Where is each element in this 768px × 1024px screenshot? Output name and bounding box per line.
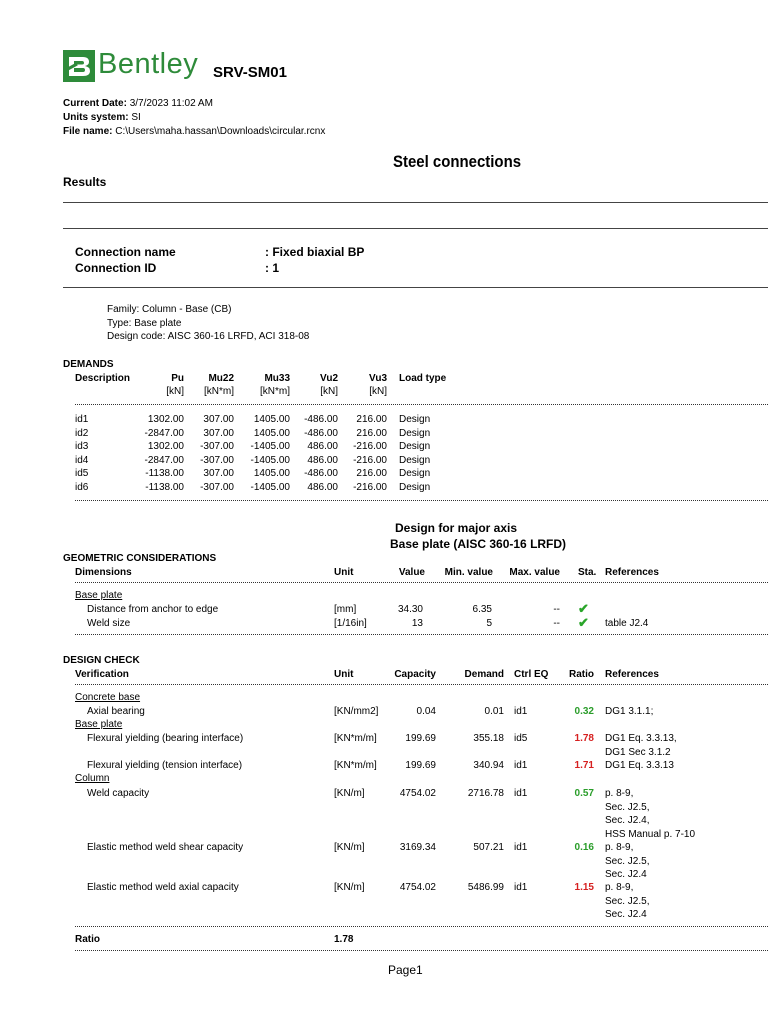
row-value: -307.00 — [200, 481, 234, 493]
row-value: -307.00 — [200, 454, 234, 466]
verification-ctrl-eq: id1 — [514, 706, 528, 717]
row-value: 216.00 — [356, 468, 387, 479]
row-loadtype: Design — [399, 481, 431, 493]
check-value: 34.30 — [397, 604, 423, 615]
row-loadtype: Design — [399, 441, 431, 452]
row-value: -1405.00 — [250, 481, 290, 493]
col-header: Mu22 — [208, 373, 234, 384]
connection-name-value: : Fixed biaxial BP — [265, 245, 365, 259]
row-value: 216.00 — [356, 427, 387, 439]
verification-ctrl-eq: id1 — [514, 842, 528, 853]
verification-reference: Sec. J2.4 — [605, 909, 647, 920]
row-loadtype: Design — [399, 414, 431, 425]
verification-ratio: 1.15 — [574, 882, 594, 893]
verification-unit: [KN/m] — [334, 882, 365, 893]
col-header: Load type — [399, 373, 447, 384]
verification-reference: HSS Manual p. 7-10 — [605, 828, 696, 840]
col-header: Dimensions — [75, 567, 132, 578]
row-value: -1405.00 — [250, 454, 290, 466]
file-name: File name: C:\Users\maha.hassan\Downloads\circular.rcnx — [63, 126, 326, 137]
group-label: Concrete base — [75, 692, 141, 703]
verification-reference: Sec. J2.5, — [605, 855, 650, 867]
connection-id-label: Connection ID — [75, 261, 157, 275]
row-value: 1405.00 — [253, 427, 290, 439]
row-value: 486.00 — [307, 481, 338, 493]
row-value: -307.00 — [200, 441, 234, 452]
divider — [75, 684, 768, 685]
page-number: Page1 — [388, 963, 423, 977]
col-header: Unit — [334, 567, 354, 578]
col-header: Sta. — [578, 567, 597, 578]
col-unit: [kN*m] — [260, 386, 290, 397]
row-value: -486.00 — [304, 427, 338, 439]
model-name: SRV-SM01 — [213, 64, 287, 81]
check-name: Distance from anchor to edge — [87, 604, 219, 615]
verification-ctrl-eq: id1 — [514, 760, 528, 771]
divider — [75, 500, 768, 501]
group-label: Column — [75, 773, 110, 784]
divider — [75, 950, 768, 951]
divider — [63, 202, 768, 203]
verification-reference: Sec. J2.5, — [605, 801, 650, 813]
verification-capacity: 199.69 — [405, 760, 436, 771]
verification-reference: Sec. J2.5, — [605, 895, 650, 907]
col-header: Value — [398, 567, 425, 578]
row-value: -216.00 — [353, 481, 387, 493]
row-value: 486.00 — [307, 441, 338, 452]
verification-reference: Sec. J2.4, — [605, 815, 650, 826]
geometric-title: GEOMETRIC CONSIDERATIONS — [63, 553, 217, 564]
col-unit: [kN] — [369, 386, 387, 397]
ratio-label: Ratio — [75, 934, 100, 945]
verification-reference: DG1 3.1.1; — [605, 706, 654, 717]
units-system: Units system: SI — [63, 112, 141, 123]
row-value: -216.00 — [353, 441, 387, 452]
geometric-group: Base plate — [75, 590, 123, 601]
row-value: 1405.00 — [253, 468, 290, 479]
verification-capacity: 3169.34 — [399, 842, 436, 853]
row-value: 1302.00 — [147, 441, 184, 452]
verification-demand: 2716.78 — [467, 788, 504, 799]
row-value: -216.00 — [353, 454, 387, 466]
row-value: 1302.00 — [147, 414, 184, 425]
verification-unit: [KN/mm2] — [334, 706, 379, 717]
design-check-title: DESIGN CHECK — [63, 655, 140, 666]
row-value: -1405.00 — [250, 441, 290, 452]
row-value: -1138.00 — [145, 468, 184, 479]
check-mark-icon: ✔ — [578, 614, 589, 630]
verification-name: Elastic method weld axial capacity — [87, 882, 239, 893]
verification-name: Flexural yielding (tension interface) — [87, 760, 243, 771]
check-unit: [mm] — [334, 604, 357, 615]
design-code: Design code: AISC 360-16 LRFD, ACI 318-08 — [107, 331, 310, 342]
demands-title: DEMANDS — [63, 359, 114, 370]
verification-unit: [KN/m] — [334, 788, 365, 799]
row-value: -486.00 — [304, 414, 338, 425]
check-unit: [1/16in] — [334, 617, 367, 629]
logo-text: Bentley — [98, 48, 199, 80]
verification-name: Weld capacity — [87, 788, 150, 799]
divider — [63, 287, 768, 288]
check-mark-icon: ✔ — [578, 601, 589, 616]
check-min: 5 — [486, 617, 492, 629]
verification-name: Axial bearing — [87, 706, 145, 717]
col-unit: [kN] — [166, 386, 184, 397]
col-header: Vu2 — [320, 373, 338, 384]
verification-ctrl-eq: id5 — [514, 733, 528, 744]
col-header: Max. value — [509, 567, 560, 578]
ratio-value: 1.78 — [334, 934, 354, 945]
row-value: 216.00 — [356, 414, 387, 425]
verification-reference: p. 8-9, — [605, 882, 634, 893]
bentley-logo-mark — [63, 50, 95, 82]
verification-reference: DG1 Eq. 3.3.13 — [605, 760, 674, 771]
connection-id-value: : 1 — [265, 261, 280, 275]
verification-ratio: 0.57 — [574, 788, 594, 799]
design-title-line1: Design for major axis — [395, 521, 518, 535]
divider — [75, 634, 768, 635]
verification-capacity: 199.69 — [405, 733, 436, 744]
row-id: id2 — [75, 427, 89, 439]
col-header: Min. value — [444, 567, 493, 578]
col-header: Ctrl EQ — [514, 669, 549, 680]
verification-reference: DG1 Eq. 3.3.13, — [605, 733, 677, 744]
check-value: 13 — [411, 617, 423, 629]
connection-name-label: Connection name — [75, 245, 176, 259]
col-header: References — [605, 567, 659, 578]
col-unit: [kN*m] — [204, 386, 234, 397]
verification-reference: Sec. J2.4 — [605, 869, 647, 880]
row-id: id4 — [75, 454, 89, 466]
row-id: id3 — [75, 441, 89, 452]
verification-ratio: 1.78 — [574, 733, 594, 744]
divider — [63, 228, 768, 229]
row-id: id6 — [75, 481, 89, 493]
results-heading: Results — [63, 175, 107, 189]
col-unit: [kN] — [320, 386, 338, 397]
col-header: Ratio — [569, 669, 594, 680]
verification-reference: p. 8-9, — [605, 842, 634, 853]
verification-unit: [KN*m/m] — [334, 760, 377, 771]
verification-capacity: 4754.02 — [399, 882, 436, 893]
current-date: Current Date: 3/7/2023 11:02 AM — [63, 98, 213, 109]
document-title: Steel connections — [393, 152, 522, 171]
col-header: Verification — [75, 669, 129, 680]
check-max: -- — [553, 617, 560, 629]
row-value: -2847.00 — [144, 454, 184, 466]
divider — [75, 926, 768, 927]
row-value: 307.00 — [203, 414, 234, 425]
verification-demand: 507.21 — [473, 842, 504, 853]
row-id: id1 — [75, 414, 89, 425]
check-max: -- — [553, 604, 560, 615]
row-loadtype: Design — [399, 427, 431, 439]
verification-ratio: 0.32 — [574, 706, 594, 717]
verification-unit: [KN/m] — [334, 842, 365, 853]
verification-demand: 340.94 — [473, 760, 504, 771]
row-loadtype: Design — [399, 454, 431, 466]
verification-ratio: 1.71 — [574, 760, 594, 771]
row-value: -486.00 — [304, 468, 338, 479]
check-reference: table J2.4 — [605, 617, 649, 629]
row-loadtype: Design — [399, 468, 431, 479]
col-header: Capacity — [394, 669, 436, 680]
check-name: Weld size — [87, 617, 131, 629]
col-header: Unit — [334, 669, 354, 680]
row-value: 1405.00 — [253, 414, 290, 425]
divider — [75, 582, 768, 583]
row-id: id5 — [75, 468, 89, 479]
check-min: 6.35 — [472, 604, 492, 615]
verification-name: Elastic method weld shear capacity — [87, 842, 244, 853]
row-value: 307.00 — [203, 427, 234, 439]
verification-demand: 0.01 — [484, 706, 504, 717]
group-label: Base plate — [75, 719, 123, 730]
row-value: 307.00 — [203, 468, 234, 479]
verification-unit: [KN*m/m] — [334, 733, 377, 744]
col-header: Vu3 — [369, 373, 387, 384]
type: Type: Base plate — [107, 318, 182, 329]
verification-ratio: 0.16 — [574, 842, 594, 853]
verification-demand: 5486.99 — [467, 882, 504, 893]
divider — [75, 404, 768, 405]
col-header: Description — [75, 373, 131, 384]
verification-demand: 355.18 — [473, 733, 504, 744]
verification-reference: p. 8-9, — [605, 788, 634, 799]
col-header: Mu33 — [264, 373, 290, 384]
design-title-line2: Base plate (AISC 360-16 LRFD) — [390, 537, 567, 551]
col-header: Pu — [171, 373, 184, 384]
verification-ctrl-eq: id1 — [514, 882, 528, 893]
verification-ctrl-eq: id1 — [514, 788, 528, 799]
row-value: 486.00 — [307, 454, 338, 466]
verification-capacity: 0.04 — [416, 706, 436, 717]
verification-reference: DG1 Sec 3.1.2 — [605, 746, 671, 758]
verification-capacity: 4754.02 — [399, 788, 436, 799]
row-value: -2847.00 — [144, 427, 184, 439]
verification-name: Flexural yielding (bearing interface) — [87, 733, 244, 744]
row-value: -1138.00 — [145, 481, 184, 493]
col-header: References — [605, 669, 659, 680]
col-header: Demand — [464, 669, 504, 680]
family: Family: Column - Base (CB) — [107, 304, 232, 315]
